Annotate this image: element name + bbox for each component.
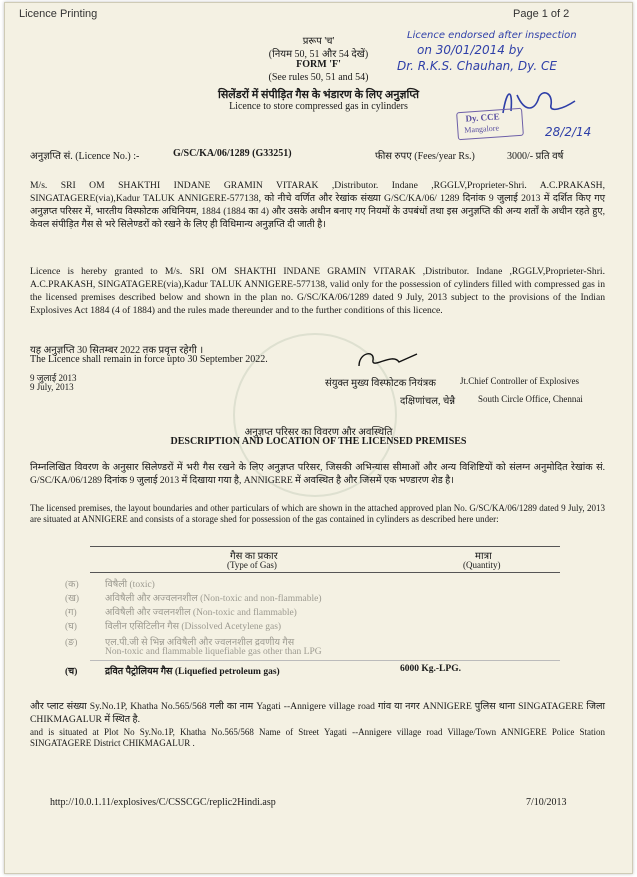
premises-heading: DESCRIPTION AND LOCATION OF THE LICENSED PREMISES (170, 436, 467, 447)
premises-english-text: The licensed premises, the layout boundaries and other particulars of which are shown in the attached approved plan No. G/SC/KA/06/1289 dated 9 July, 2013 are situated at ANNIGERE and consists of a storage shed for possession of the gas contained in cylinders as described here under: (30, 503, 605, 524)
premises-hindi-text: निम्नलिखित विवरण के अनुसार सिलेण्डरों में भरी गैस रखने के लिए अनुज्ञप्त परिसर, जिसकी अभिन्यास सीमाओं और अन्य विशिष्टियों को संलग्न अनुमोदित रेखांक सं. G/SC/KA/06/1289 दिनांक 9 जुलाई 2013 में दिखाया गया है, ANNIGERE में अवस्थित है और जिसमें एक भण्डारण शेड है। (30, 462, 605, 486)
col-qty: (Quantity) (463, 560, 501, 570)
header-left: Licence Printing (19, 8, 98, 20)
licence-number: G/SC/KA/06/1289 (G33251) (173, 148, 292, 159)
fee-value: 3000/- प्रति वर्ष (507, 151, 564, 162)
premises-hindi-heading: अनुज्ञप्त परिसर का विवरण और अवस्थिति (244, 427, 393, 438)
col-qty-hindi: मात्रा (475, 551, 492, 562)
form-hindi-label: प्ररूप 'च' (302, 36, 335, 47)
endorsement-line-1: Licence endorsed after inspection (407, 30, 577, 41)
controller-signature (353, 346, 423, 376)
form-title: Licence to store compressed gas in cylinders (229, 101, 408, 112)
col-type: (Type of Gas) (227, 560, 277, 570)
signatory-hindi-office: दक्षिणांचल, चेन्नै (400, 396, 456, 407)
table-divider (90, 660, 560, 661)
form-rules: (See rules 50, 51 and 54) (268, 72, 369, 83)
inspection-date: 28/2/14 (545, 125, 592, 139)
validity-hindi: यह अनुज्ञप्ति 30 सितम्बर 2022 तक प्रवृत्त रहेगी । (30, 345, 204, 356)
dycce-stamp: Dy. CCE Mangalore (456, 108, 524, 141)
form-hindi-title: सिलेंडरों में संपीड़ित गैस के भंडारण के लिए अनुज्ञप्ति (218, 89, 419, 101)
footer-date: 7/10/2013 (526, 797, 567, 808)
licence-document: Licence Printing Page 1 of 2 प्ररूप 'च' (नियम 50, 51 और 54 देखें) FORM 'F' (See rules 50, 51 and 54) सिलेंडरों में संपीड़ित गैस के भंडारण के लिए अनुज्ञप्ति Licence to store compressed gas in cylinders Licence endorsed after inspection on 30/01/2014 by Dr. R.K.S. Chauhan, Dy. CE Dy. CCE Mangalore 28/2/14 अनुज्ञप्ति सं. (Licence No.) :- G/SC/KA/06/1289 (G33251) फीस रुपए (Fees/year Rs.) 3000/- प्रति वर्ष M/s. SRI OM SHAKTHI INDANE GRAMIN VITARAK ,Distributor. Indane ,RGGLV,Proprieter-Shri. A.C.PRAKASH, SINGATAGERE(via),Kadur TALUK ANNIGERE-577138, को नीचे वर्णित और रेखांक संख्या G/SC/KA/06/ 1289 दिनांक 9 जुलाई 2013 में दर्शित किए गए अनुज्ञप्त परिसर में, भारतीय विस्फोटक अधिनियम, 1884 (1884 का 4) और उसके अधीन बनाए गए नियमों के उपबंधों तथा इस अनुज्ञप्ति की अन्य शर्तों के अधीन रहते हुए, केवल संपीड़ित गैस से भरे सिलेण्डरों को रखने के लिए ही विधिमान्य अनुज्ञप्ति दी जाती है। Licence is hereby granted to M/s. SRI OM SHAKTHI INDANE GRAMIN VITARAK ,Distributor. Indane ,RGGLV,Proprieter-Shri. A.C.PRAKASH, SINGATAGERE(via),Kadur TALUK ANNIGERE-577138, valid only for the possession of cylinders filled with compressed gas in the licensed premises described below and shown in the plan no. G/SC/KA/06/1289 dated 9 July, 2013 subject to the provisions of the Indian Explosives Act 1884 (4 of 1884) and the rules made thereunder and to the further conditions of this licence. यह अनुज्ञप्ति 30 सितम्बर 2022 तक प्रवृत्त रहेगी । The Licence shall remain in force upto 30 September 2022. 9 जुलाई 2013 9 July, 2013 संयुक्त मुख्य विस्फोटक नियंत्रक Jt.Chief Controller of Explosives दक्षिणांचल, चेन्नै South Circle Office, Chennai अनुज्ञप्त परिसर का विवरण और अवस्थिति DESCRIPTION AND LOCATION OF THE LICENSED PREMISES निम्नलिखित विवरण के अनुसार सिलेण्डरों में भरी गैस रखने के लिए अनुज्ञप्त परिसर, जिसकी अभिन्यास सीमाओं और अन्य विशिष्टियों को संलग्न अनुमोदित रेखांक सं. G/SC/KA/06/1289 दिनांक 9 जुलाई 2013 में दिखाया गया है, ANNIGERE में अवस्थित है और जिसमें एक भण्डारण शेड है। The licensed premises, the layout boundaries and other particulars of which are shown in the attached approved plan No. G/SC/KA/06/1289 dated 9 July, 2013 are situated at ANNIGERE and consists of a storage shed for possession of the gas contained in cylinders as described here under: गैस का प्रकार (Type of Gas) मात्रा (Quantity) (क) विषैली (toxic) (ख) अविषैली और अज्वलनशील (Non-toxic and non-flammable) (ग) अविषैली और ज्वलनशील (Non-toxic and flammable) (घ) विलीन एसिटिलीन गैस (Dissolved Acetylene gas) (ङ) एल.पी.जी से भिन्न अविषैली और ज्वलनशील द्रवणीय गैस Non-toxic and flammable liquefiable gas other than LPG (च) द्रवित पैट्रोलियम गैस (Liquefied petroleum gas) 6000 Kg.-LPG. और प्लाट संख्या Sy.No.1P, Khatha No.565/568 गली का नाम Yagati --Annigere village road गांव या नगर ANNIGERE पुलिस थाना SINGATAGERE जिला CHIKMAGALUR में स्थित है. and is situated at Plot No Sy.No.1P, Khatha No.565/568 Name of Street Yagati --Annigere village road Village/Town ANNIGERE Police Station SINGATAGERE District CHIKMAGALUR . http://10.0.1.11/explosives/C/CSSCGC/replic2Hindi.asp 7/10/2013 (4, 2, 633, 874)
col-type-hindi: गैस का प्रकार (230, 551, 278, 562)
plot-english: and is situated at Plot No Sy.No.1P, Khatha No.565/568 Name of Street Yagati --Annigere village road Village/Town ANNIGERE Police Station SINGATAGERE District CHIKMAGALUR . (30, 727, 605, 748)
signatory-english-title: Jt.Chief Controller of Explosives (460, 376, 579, 386)
form-hindi-rules: (नियम 50, 51 और 54 देखें) (268, 49, 369, 60)
issue-date-hindi: 9 जुलाई 2013 (30, 373, 77, 383)
signatory-hindi-title: संयुक्त मुख्य विस्फोटक नियंत्रक (325, 378, 436, 389)
footer-url: http://10.0.1.11/explosives/C/CSSCGC/replic2Hindi.asp (50, 797, 276, 808)
fee-label: फीस रुपए (Fees/year Rs.) (375, 151, 475, 162)
page-number: Page 1 of 2 (513, 8, 570, 20)
hindi-intro: M/s. SRI OM SHAKTHI INDANE GRAMIN VITARAK ,Distributor. Indane ,RGGLV,Proprieter-Shri. A.C.PRAKASH, SINGATAGERE(via),Kadur TALUK ANNIGERE-577138, को नीचे वर्णित और रेखांक संख्या G/SC/KA/06/ 1289 दिनांक 9 जुलाई 2013 में दर्शित किए गए अनुज्ञप्त परिसर में, भारतीय विस्फोटक अधिनियम, 1884 (1884 का 4) और उसके अधीन बनाए गए नियमों के उपबंधों तथा इस अनुज्ञप्ति की अन्य शर्तों के अधीन रहते हुए, केवल संपीड़ित गैस से भरे सिलेण्डरों को रखने के लिए ही विधिमान्य अनुज्ञप्ति दी जाती है। (30, 180, 605, 230)
endorsement-line-2: on 30/01/2014 by (417, 43, 524, 57)
endorsement-line-3: Dr. R.K.S. Chauhan, Dy. CE (397, 59, 557, 73)
form-label: FORM 'F' (296, 59, 341, 70)
plot-hindi: और प्लाट संख्या Sy.No.1P, Khatha No.565/568 गली का नाम Yagati --Annigere village road गांव या नगर ANNIGERE पुलिस थाना SINGATAGERE जिला CHIKMAGALUR में स्थित है. (30, 701, 605, 725)
english-intro: Licence is hereby granted to M/s. SRI OM SHAKTHI INDANE GRAMIN VITARAK ,Distributor. Indane ,RGGLV,Proprieter-Shri. A.C.PRAKASH, SINGATAGERE(via),Kadur TALUK ANNIGERE-577138, valid only for the possession of cylinders filled with compressed gas in the licensed premises described below and shown in the plan no. G/SC/KA/06/1289 dated 9 July, 2013 subject to the provisions of the Indian Explosives Act 1884 (4 of 1884) and the rules made thereunder and to the further conditions of this licence. (30, 266, 605, 316)
table-top-rule (90, 546, 560, 547)
validity-english: The Licence shall remain in force upto 30 September 2022. (30, 354, 268, 365)
issue-date-english: 9 July, 2013 (30, 382, 74, 392)
licence-number-label: अनुज्ञप्ति सं. (Licence No.) :- (30, 151, 140, 162)
signatory-english-office: South Circle Office, Chennai (478, 394, 583, 404)
table-header-rule (90, 572, 560, 573)
